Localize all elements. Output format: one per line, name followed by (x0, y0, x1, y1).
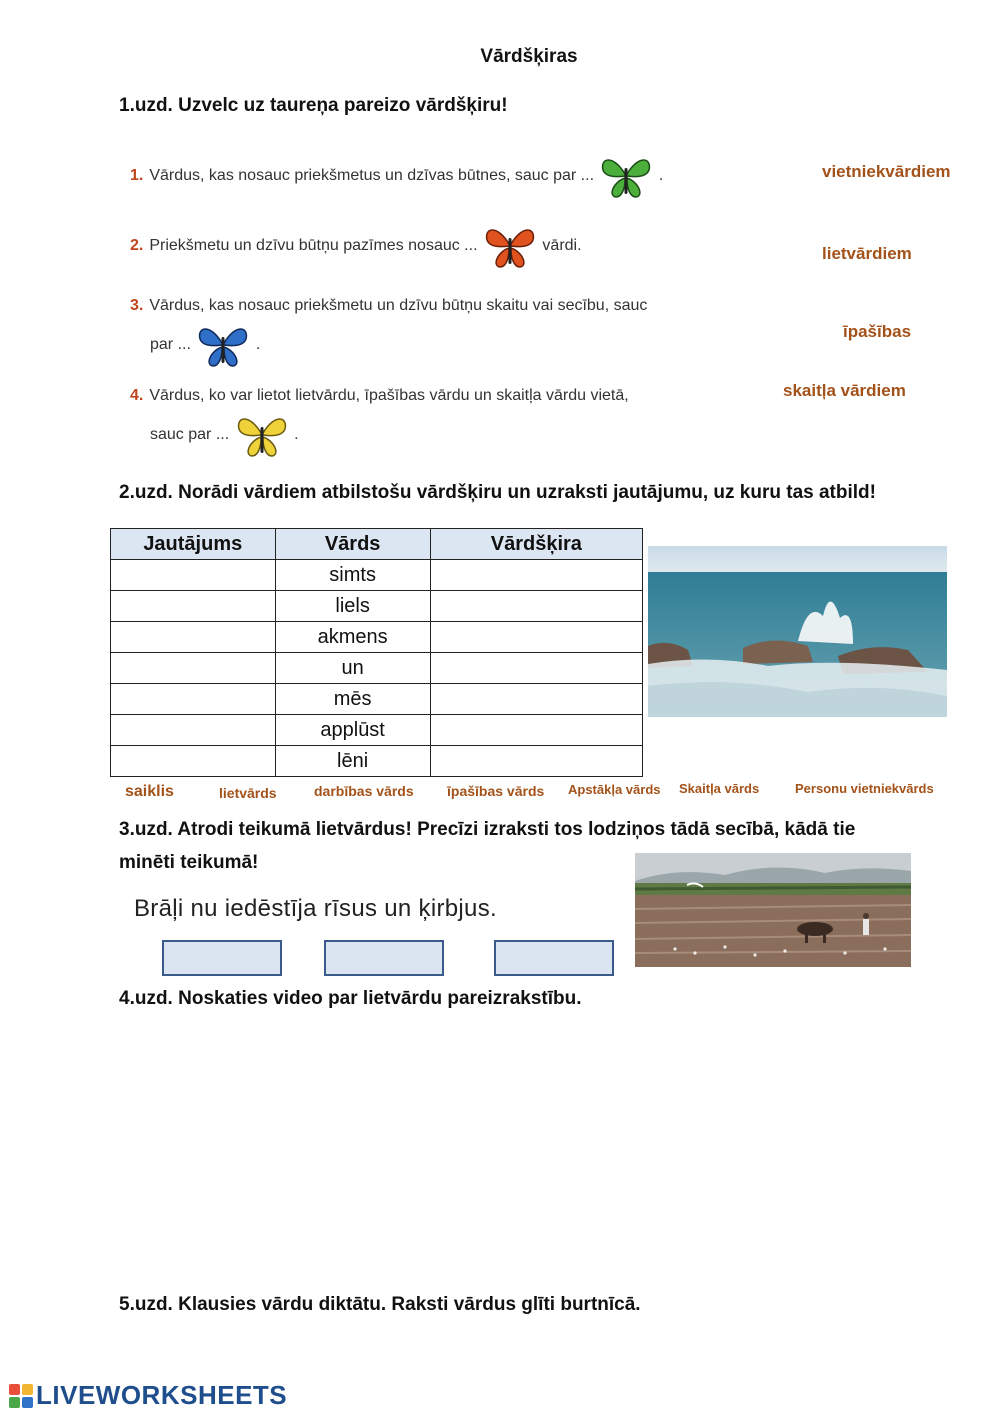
item-text: Vārdus, kas nosauc priekšmetus un dzīvas būtnes, sauc par ... (149, 167, 595, 185)
table-row (111, 560, 643, 591)
task4-heading: 4.uzd. Noskaties video par lietvārdu pareizrakstību. (119, 988, 582, 1009)
option-ipasibas[interactable]: īpašības (843, 322, 912, 341)
item-text: Priekšmetu un dzīvu būtņu pazīmes nosauc ... (149, 237, 478, 255)
option-lietvardiem[interactable]: lietvārdiem (822, 244, 912, 263)
words-table (110, 528, 643, 777)
task1-heading: 1.uzd. Uzvelc uz taureņa pareizo vārdšķiru! (119, 95, 508, 116)
answer-input-1[interactable] (162, 940, 282, 976)
liveworksheets-logo-icon (8, 1383, 34, 1409)
option-darbibas-vards[interactable]: darbības vārds (314, 783, 414, 799)
part-of-speech-cell[interactable] (430, 591, 642, 622)
word-cell: akmens (275, 622, 430, 653)
column-header: Vārdšķira (430, 529, 642, 560)
task3-heading-line1: 3.uzd. Atrodi teikumā lietvārdus! Precīzi izraksti tos lodziņos tādā secībā, kādā tie (119, 819, 856, 840)
table-row (111, 746, 643, 777)
part-of-speech-cell[interactable] (430, 746, 642, 777)
option-apstakla-vards[interactable]: Apstākļa vārds (568, 782, 661, 797)
task1-item-2: 2. Priekšmetu un dzīvu būtņu pazīmes nosauc ... vārdi. (130, 222, 582, 270)
table-row (111, 715, 643, 746)
part-of-speech-cell[interactable] (430, 684, 642, 715)
task2-heading: 2.uzd. Norādi vārdiem atbilstošu vārdšķiru un uzraksti jautājumu, uz kuru tas atbild! (119, 482, 876, 503)
task5-heading: 5.uzd. Klausies vārdu diktātu. Raksti vārdus glīti burtnīcā. (119, 1294, 641, 1315)
column-header: Vārds (275, 529, 430, 560)
part-of-speech-cell[interactable] (430, 715, 642, 746)
word-cell: simts (275, 560, 430, 591)
table-row (111, 684, 643, 715)
question-cell[interactable] (111, 684, 276, 715)
item-number: 3. (130, 297, 144, 314)
task1-item-4 (130, 381, 629, 411)
task1-item-1: 1. Vārdus, kas nosauc priekšmetus un dzīvas būtnes, sauc par ... . (130, 152, 663, 200)
sea-waves-image (648, 546, 947, 717)
part-of-speech-cell[interactable] (430, 622, 642, 653)
butterfly-green-icon[interactable] (598, 152, 654, 200)
task1-item-4-line2: sauc par ... . (150, 411, 299, 459)
question-cell[interactable] (111, 591, 276, 622)
option-lietvards[interactable]: lietvārds (219, 785, 277, 801)
item-number: 2. (130, 237, 144, 255)
butterfly-blue-icon[interactable] (195, 321, 251, 369)
part-of-speech-cell[interactable] (430, 560, 642, 591)
item-text: Vārdus, kas nosauc priekšmetu un dzīvu būtņu skaitu vai secību, sauc (149, 297, 648, 314)
butterfly-orange-icon[interactable] (482, 222, 538, 270)
option-ipasibas-vards[interactable]: īpašības vārds (447, 783, 545, 799)
page-title: Vārdšķiras (480, 46, 578, 67)
answer-input-2[interactable] (324, 940, 444, 976)
answer-input-3[interactable] (494, 940, 614, 976)
item-text: Vārdus, ko var lietot lietvārdu, īpašības vārdu un skaitļa vārdu vietā, (149, 387, 629, 404)
column-header: Jautājums (111, 529, 276, 560)
word-cell: un (275, 653, 430, 684)
option-saiklis[interactable]: saiklis (125, 783, 174, 800)
word-cell: lēni (275, 746, 430, 777)
logo-text: LIVEWORKSHEETS (36, 1380, 288, 1410)
question-cell[interactable] (111, 746, 276, 777)
question-cell[interactable] (111, 715, 276, 746)
option-skaitla-vardiem[interactable]: skaitļa vārdiem (783, 381, 906, 400)
rice-field-image (635, 853, 911, 967)
word-cell: mēs (275, 684, 430, 715)
table-row (111, 653, 643, 684)
option-vietniekvardiem[interactable]: vietniekvārdiem (822, 162, 951, 181)
question-cell[interactable] (111, 560, 276, 591)
task1-item-3-line2: par ... . (150, 321, 260, 369)
task1-item-3 (130, 291, 647, 321)
table-row (111, 622, 643, 653)
option-skaitla-vards[interactable]: Skaitļa vārds (679, 781, 760, 796)
question-cell[interactable] (111, 622, 276, 653)
word-cell: applūst (275, 715, 430, 746)
liveworksheets-logo (8, 1380, 287, 1411)
question-cell[interactable] (111, 653, 276, 684)
part-of-speech-cell[interactable] (430, 653, 642, 684)
task3-heading-line2: minēti teikumā! (119, 852, 259, 873)
option-personu-vietniekvards[interactable]: Personu vietniekvārds (795, 781, 934, 796)
item-number: 1. (130, 167, 144, 185)
butterfly-yellow-icon[interactable] (234, 411, 290, 459)
task3-sentence: Brāļi nu iedēstīja rīsus un ķirbjus. (134, 895, 497, 922)
table-header-row (111, 529, 643, 560)
item-number: 4. (130, 387, 144, 404)
word-cell: liels (275, 591, 430, 622)
table-row (111, 591, 643, 622)
